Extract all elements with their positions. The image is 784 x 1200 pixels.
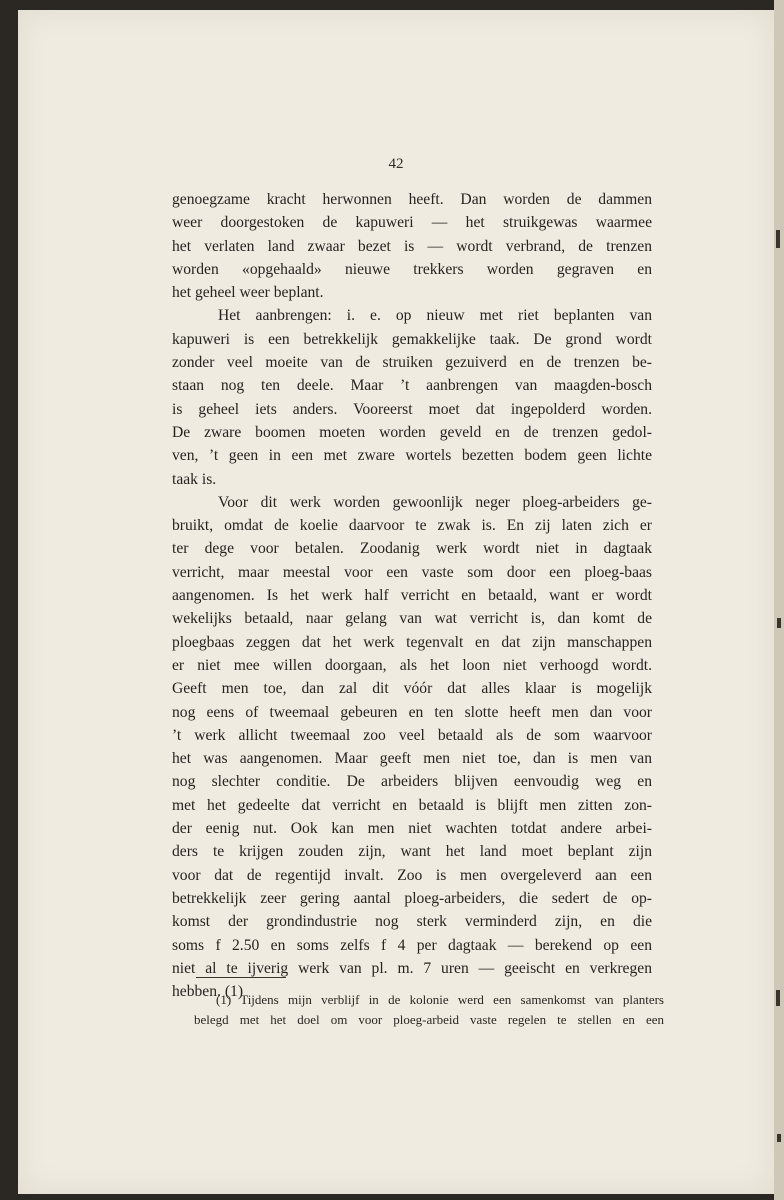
text-line: komst der grondindustrie nog sterk verminderd zijn, en die	[172, 913, 652, 931]
text-line: kapuweri is een betrekkelijk gemakkelijke taak. De grond wordt	[172, 330, 652, 348]
text-line: ven, ’t geen in een met zware wortels bezetten bodem geen lichte	[172, 447, 652, 465]
text-line: hebben. (1)	[172, 983, 244, 1001]
text-line: taak is.	[172, 470, 217, 488]
text-line: ploegbaas zeggen dat het werk tegenvalt en dat zijn manschappen	[172, 633, 652, 651]
text-line: het verlaten land zwaar bezet is — wordt verbrand, de trenzen	[172, 237, 652, 255]
text-line: er niet mee willen doorgaan, als het loon niet verhoogd wordt.	[172, 656, 652, 674]
text-line: met het gedeelte dat verricht en betaald is blijft men zitten zon-	[172, 796, 652, 814]
text-line: nog slechter conditie. De arbeiders blijven eenvoudig weg en	[172, 773, 652, 791]
body-text	[172, 188, 652, 1003]
footnote-rule	[196, 977, 286, 978]
text-line: De zware boomen moeten worden geveld en de trenzen gedol-	[172, 423, 652, 441]
text-line: ’t werk allicht tweemaal zoo veel betaald als de som waarvoor	[172, 726, 652, 744]
edge-mark	[776, 990, 780, 1006]
text-line: bruikt, omdat de koelie daarvoor te zwak is. En zij laten zich er	[172, 517, 652, 535]
text-line: Voor dit werk worden gewoonlijk neger ploeg-arbeiders ge-	[218, 493, 652, 511]
text-line: ders te krijgen zouden zijn, want het land moet beplant zijn	[172, 843, 652, 861]
edge-mark	[776, 230, 780, 248]
text-line: der eenig nut. Ook kan men niet wachten totdat andere arbei-	[172, 820, 652, 838]
footnote-line: (1) Tijdens mijn verblijf in de kolonie werd een samenkomst van planters	[216, 992, 664, 1007]
text-line: wekelijks betaald, naar gelang van wat verricht is, dan komt de	[172, 610, 652, 628]
text-line: nog eens of tweemaal gebeuren en ten slotte heeft men dan voor	[172, 703, 652, 721]
book-page	[18, 10, 774, 1194]
footnote	[194, 990, 664, 1030]
text-line: is geheel iets anders. Vooreerst moet dat ingepolderd worden.	[172, 400, 652, 418]
footnote-line: belegd met het doel om voor ploeg-arbeid vaste regelen te stellen en een	[194, 1012, 664, 1027]
edge-mark	[777, 1134, 781, 1142]
text-line: het was aangenomen. Maar geeft men niet toe, dan is men van	[172, 750, 652, 768]
text-line: betrekkelijk zeer gering aantal ploeg-arbeiders, die sedert de op-	[172, 889, 652, 907]
text-line: staan nog ten deele. Maar ’t aanbrengen van maagden-bosch	[172, 377, 652, 395]
text-line: aangenomen. Is het werk half verricht en betaald, want er wordt	[172, 587, 652, 605]
text-line: verricht, maar meestal voor een vaste som door een ploeg-baas	[172, 563, 652, 581]
text-line: ter dege voor betalen. Zoodanig werk wordt niet in dagtaak	[172, 540, 652, 558]
page-edge	[774, 0, 784, 1200]
page-number: 42	[388, 156, 404, 172]
text-line: het geheel weer beplant.	[172, 284, 324, 302]
text-line: weer doorgestoken de kapuweri — het struikgewas waarmee	[172, 214, 652, 232]
text-line: Geeft men toe, dan zal dit vóór dat alles klaar is mogelijk	[172, 680, 652, 698]
text-line: voor dat de regentijd invalt. Zoo is men overgeleverd aan een	[172, 866, 652, 884]
text-line: soms f 2.50 en soms zelfs f 4 per dagtaak — berekend op een	[172, 936, 652, 954]
text-line: zonder veel moeite van de struiken gezuiverd en de trenzen be-	[172, 354, 652, 372]
text-line: Het aanbrengen: i. e. op nieuw met riet beplanten van	[218, 307, 652, 325]
edge-mark	[777, 618, 781, 628]
text-line: niet al te ijverig werk van pl. m. 7 uren — geeischt en verkregen	[172, 959, 652, 977]
text-line: worden «opgehaald» nieuwe trekkers worden gegraven en	[172, 260, 652, 278]
text-line: genoegzame kracht herwonnen heeft. Dan worden de dammen	[172, 191, 652, 208]
